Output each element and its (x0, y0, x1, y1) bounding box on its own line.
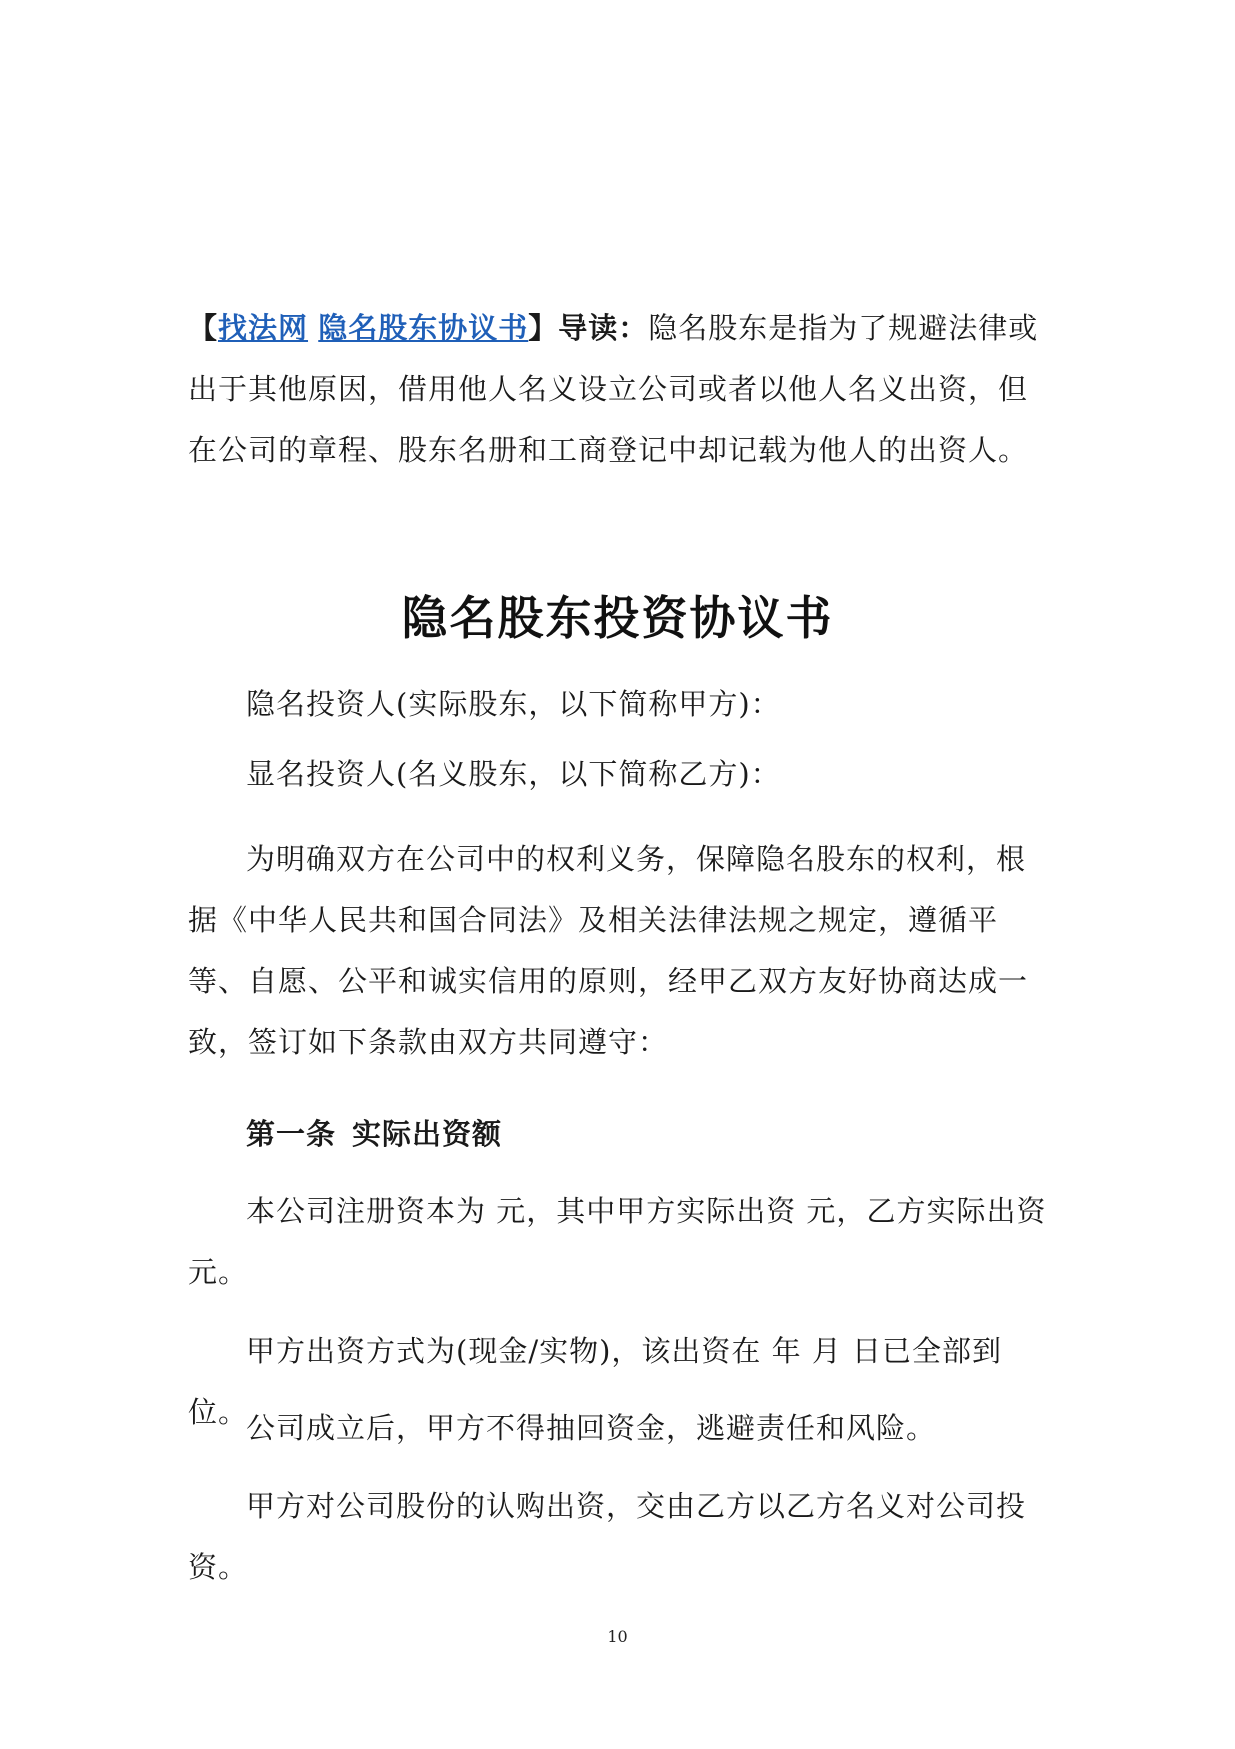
intro-open-bracket: 【 (188, 311, 219, 345)
zhaofa-link[interactable]: 找法网 (218, 311, 309, 345)
contribution-method-paragraph: 甲方出资方式为(现金/实物)，该出资在 年 月 日已全部到位。 (188, 1334, 1003, 1429)
no-withdrawal-paragraph: 公司成立后，甲方不得抽回资金，逃避责任和风险。 (246, 1411, 937, 1445)
subscription-paragraph: 甲方对公司股份的认购出资，交由乙方以乙方名义对公司投资。 (188, 1489, 1027, 1584)
registered-capital-paragraph: 本公司注册资本为 元，其中甲方实际出资 元，乙方实际出资 元。 (188, 1194, 1047, 1289)
document-title: 隐名股东投资协议书 (401, 591, 834, 645)
hidden-investor-line: 隐名投资人(实际股东，以下简称甲方)： (246, 687, 781, 721)
intro-paragraph (188, 298, 1048, 481)
nominal-investor-line: 显名投资人(名义股东，以下简称乙方)： (246, 757, 781, 791)
intro-text: 隐名股东是指为了规避法律或出于其他原因，借用他人名义设立公司或者以他人名义出资，但在公司的章程、股东名册和工商登记中却记载为他人的出资人。 (188, 311, 1039, 467)
article-1-name: 实际出资额 (352, 1117, 503, 1151)
intro-close-bracket: 】 (528, 311, 559, 345)
preamble-paragraph: 为明确双方在公司中的权利义务，保障隐名股东的权利，根据《中华人民共和国合同法》及相关法律法规之规定，遵循平等、自愿、公平和诚实信用的原则，经甲乙双方友好协商达成一致，签订如下条款由双方共同遵守： (188, 842, 1029, 1059)
agreement-link[interactable]: 隐名股东协议书 (318, 311, 529, 345)
intro-lead: 导读： (558, 311, 649, 345)
article-1-heading (246, 1104, 502, 1165)
article-1-number: 第一条 (246, 1117, 337, 1151)
intro-link-space (308, 311, 318, 345)
page-number: 10 (607, 1627, 628, 1646)
